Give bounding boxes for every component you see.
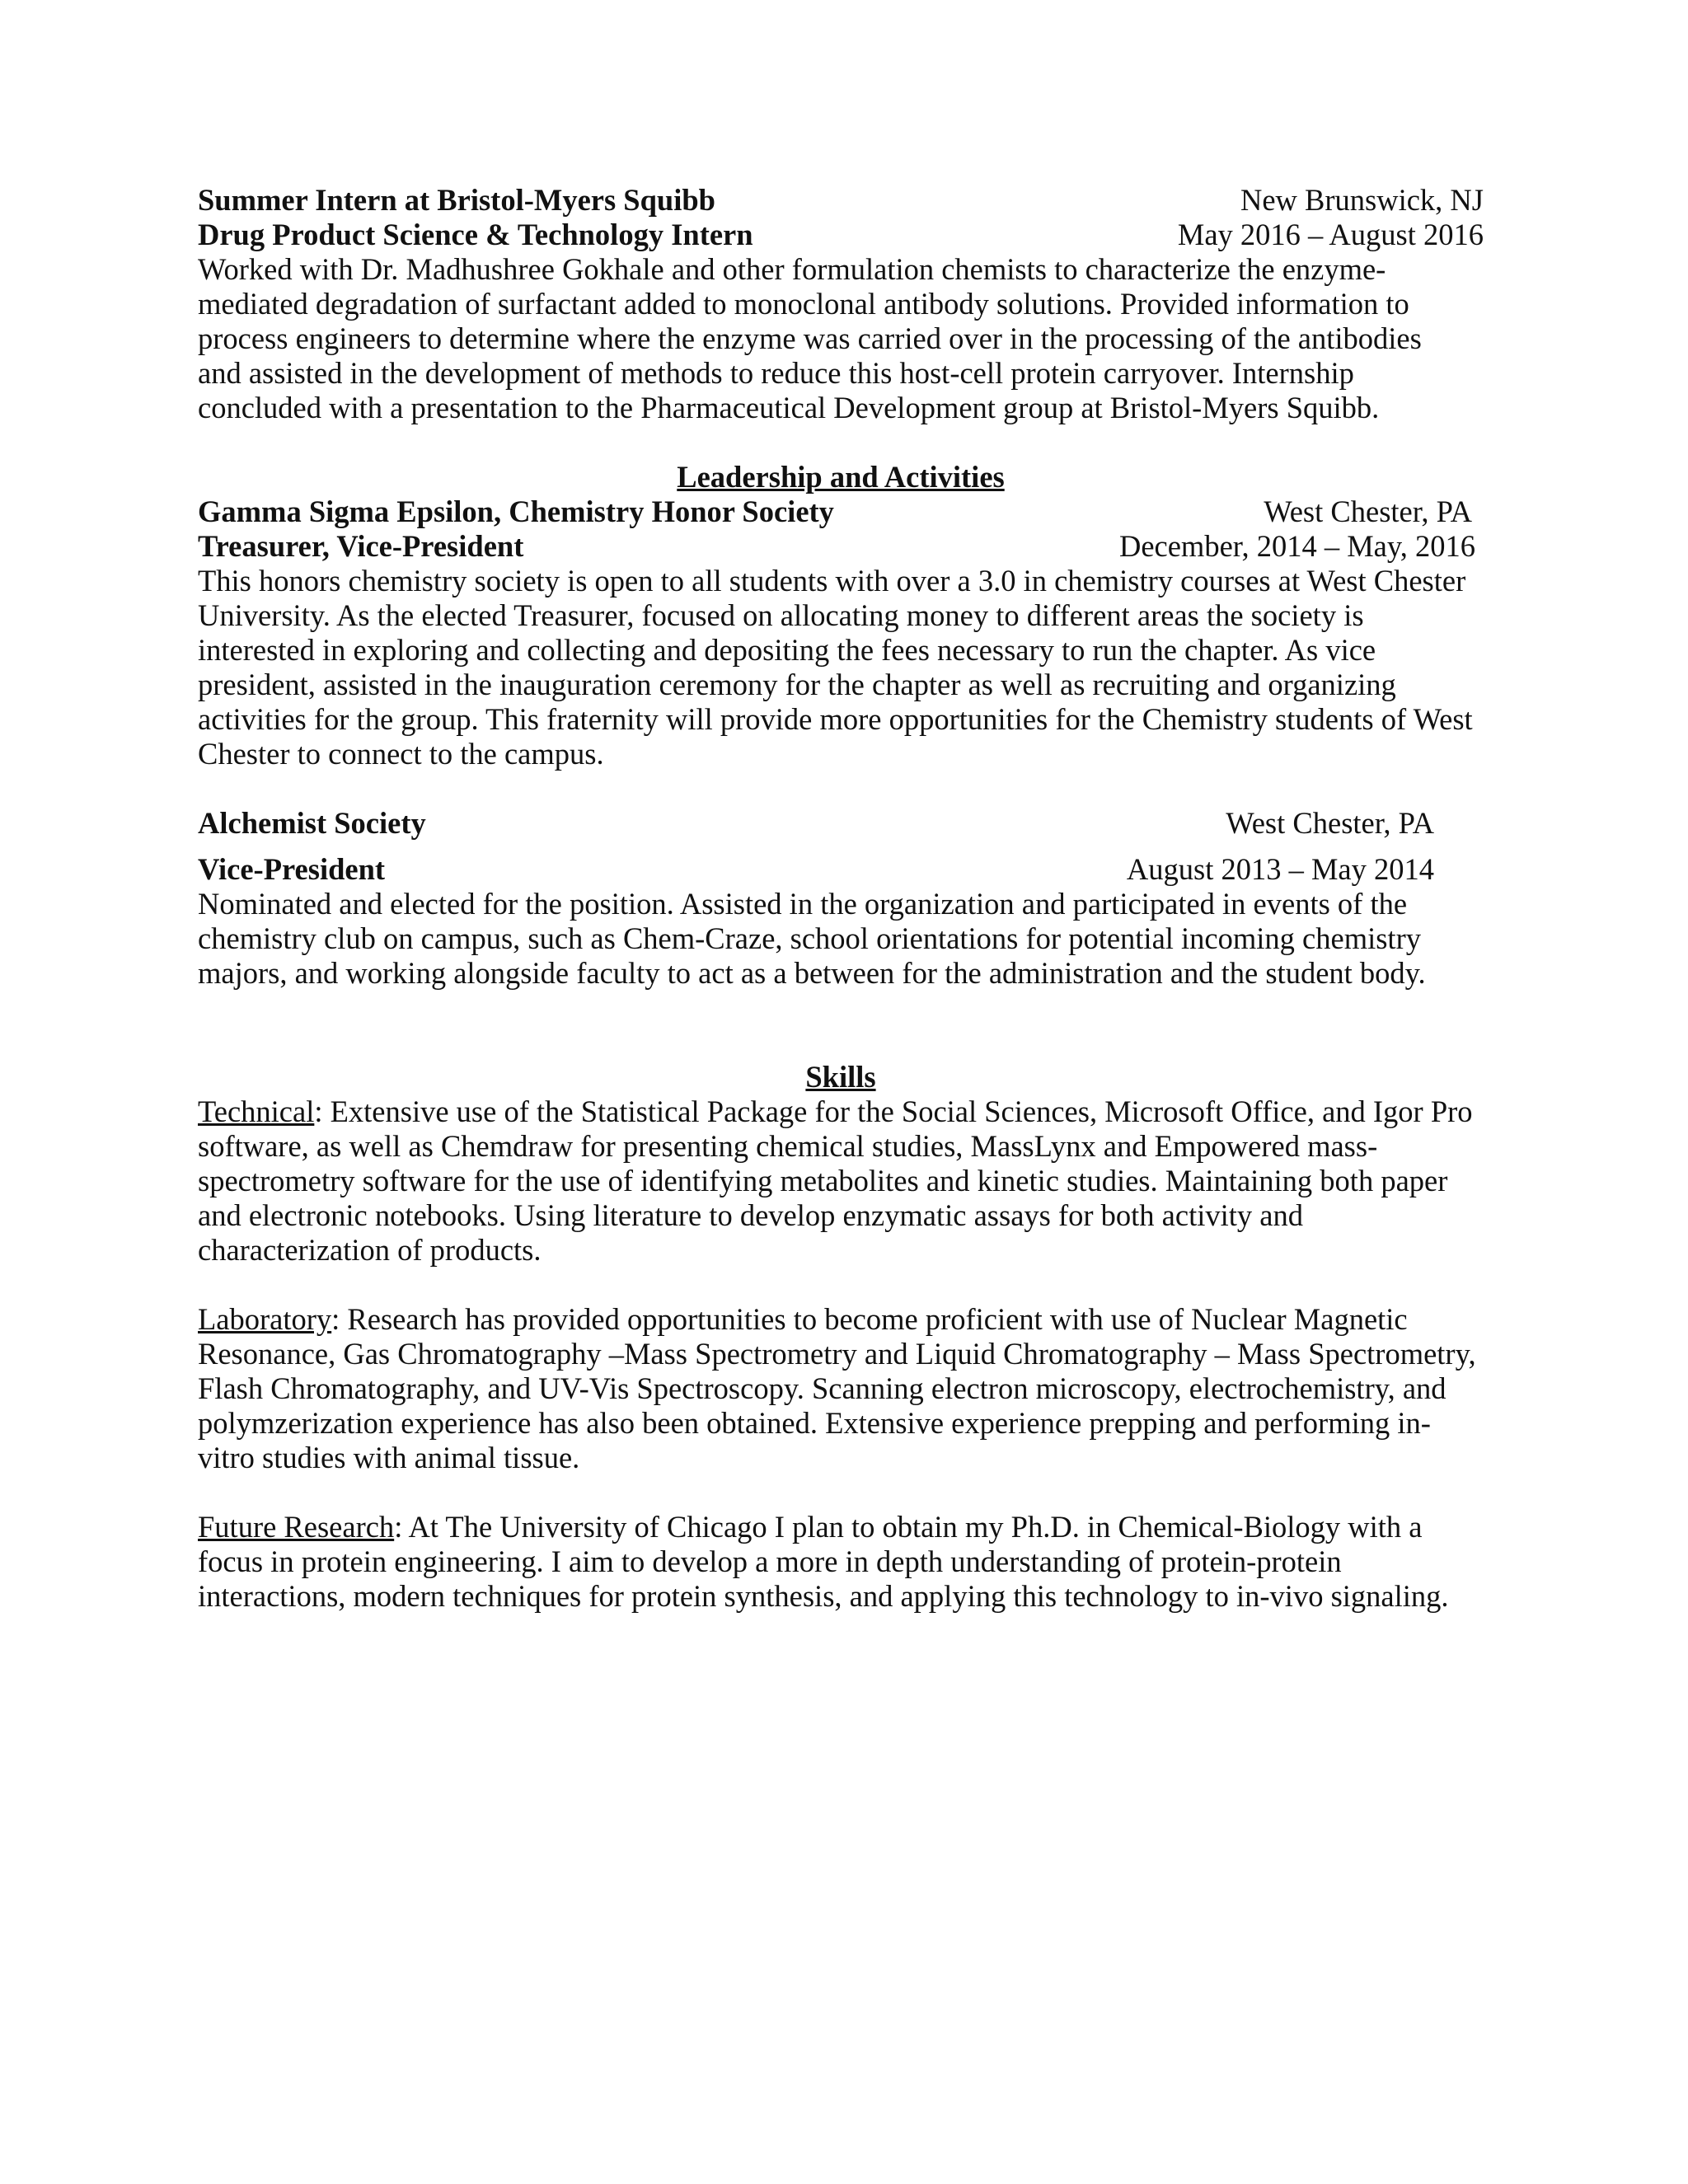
gse-role-row [198, 529, 1484, 564]
skills-laboratory [198, 1302, 1484, 1475]
text-line: chemistry club on campus, such as Chem-Craze, school orientations for potential incoming chemistry [198, 921, 1421, 955]
text-line [198, 1094, 1484, 1129]
bms-description [198, 252, 1484, 425]
bms-dates: May 2016 – August 2016 [1177, 218, 1484, 251]
technical-label: Technical [198, 1094, 315, 1128]
text-line: process engineers to determine where the enzyme was carried over in the processing of the antibodies [198, 321, 1422, 355]
text-line: activities for the group. This fraternity will provide more opportunities for the Chemistry students of West [198, 702, 1473, 736]
alchemist-header-row [198, 806, 1484, 841]
gse-description [198, 564, 1484, 771]
alchemist-role: Vice-President [198, 852, 386, 886]
technical-first-line: : Extensive use of the Statistical Package for the Social Sciences, Microsoft Office, and Igor Pro [314, 1094, 1473, 1128]
skills-future-research [198, 1510, 1484, 1614]
alchemist-org: Alchemist Society [198, 806, 426, 840]
text-line: Resonance, Gas Chromatography –Mass Spectrometry and Liquid Chromatography – Mass Spectrometry, [198, 1337, 1476, 1371]
text-line: concluded with a presentation to the Pharmaceutical Development group at Bristol-Myers Squibb. [198, 391, 1380, 424]
bms-role: Drug Product Science & Technology Intern [198, 218, 753, 251]
bms-location: New Brunswick, NJ [1240, 183, 1484, 217]
gse-role: Treasurer, Vice-President [198, 529, 524, 563]
text-line: Chester to connect to the campus. [198, 737, 604, 771]
skills-heading: Skills [805, 1060, 876, 1094]
text-line: and electronic notebooks. Using literature to develop enzymatic assays for both activity and [198, 1198, 1303, 1232]
gse-header-row [198, 494, 1484, 529]
gse-org: Gamma Sigma Epsilon, Chemistry Honor Society [198, 494, 834, 528]
text-line: software, as well as Chemdraw for presenting chemical studies, MassLynx and Empowered mass- [198, 1129, 1378, 1163]
text-line: focus in protein engineering. I aim to develop a more in depth understanding of protein-protein [198, 1544, 1342, 1578]
bms-header-row [198, 183, 1484, 218]
alchemist-dates: August 2013 – May 2014 [1126, 852, 1434, 886]
text-line: interactions, modern techniques for protein synthesis, and applying this technology to in-vivo signaling. [198, 1579, 1449, 1613]
laboratory-label: Laboratory [198, 1302, 332, 1336]
text-line: polymzerization experience has also been obtained. Extensive experience prepping and performing in- [198, 1406, 1431, 1440]
text-line: majors, and working alongside faculty to act as a between for the administration and the student body. [198, 956, 1426, 990]
text-line: spectrometry software for the use of identifying metabolites and kinetic studies. Maintaining both paper [198, 1164, 1448, 1197]
text-line: This honors chemistry society is open to all students with over a 3.0 in chemistry courses at West Chester [198, 564, 1466, 598]
alchemist-description [198, 887, 1484, 991]
text-line: president, assisted in the inauguration ceremony for the chapter as well as recruiting and organizing [198, 668, 1396, 701]
alchemist-role-row [198, 852, 1484, 887]
text-line: Nominated and elected for the position. Assisted in the organization and participated in events of the [198, 887, 1408, 921]
text-line: Worked with Dr. Madhushree Gokhale and other formulation chemists to characterize the enzyme- [198, 252, 1386, 286]
gse-location: West Chester, PA [1264, 494, 1472, 528]
skills-technical [198, 1094, 1484, 1268]
text-line: characterization of products. [198, 1233, 542, 1267]
text-line: Flash Chromatography, and UV-Vis Spectroscopy. Scanning electron microscopy, electrochemistry, and [198, 1371, 1447, 1405]
text-line [198, 1510, 1484, 1544]
leadership-heading: Leadership and Activities [677, 460, 1005, 494]
text-line: vitro studies with animal tissue. [198, 1441, 580, 1474]
text-line: interested in exploring and collecting and depositing the fees necessary to run the chapter. As vice [198, 633, 1376, 667]
laboratory-first-line: : Research has provided opportunities to become proficient with use of Nuclear Magnetic [331, 1302, 1408, 1336]
future-research-label: Future Research [198, 1510, 395, 1544]
resume-page [198, 183, 1484, 1614]
text-line [198, 1302, 1484, 1337]
future-research-first-line: : At The University of Chicago I plan to obtain my Ph.D. in Chemical-Biology with a [394, 1510, 1423, 1544]
gse-dates: December, 2014 – May, 2016 [1118, 529, 1475, 563]
alchemist-location: West Chester, PA [1226, 806, 1434, 840]
bms-org: Summer Intern at Bristol-Myers Squibb [198, 183, 715, 217]
text-line: and assisted in the development of methods to reduce this host-cell protein carryover. Internship [198, 356, 1354, 390]
text-line: University. As the elected Treasurer, focused on allocating money to different areas the society is [198, 598, 1364, 632]
bms-role-row [198, 218, 1484, 252]
text-line: mediated degradation of surfactant added to monoclonal antibody solutions. Provided information to [198, 287, 1409, 321]
